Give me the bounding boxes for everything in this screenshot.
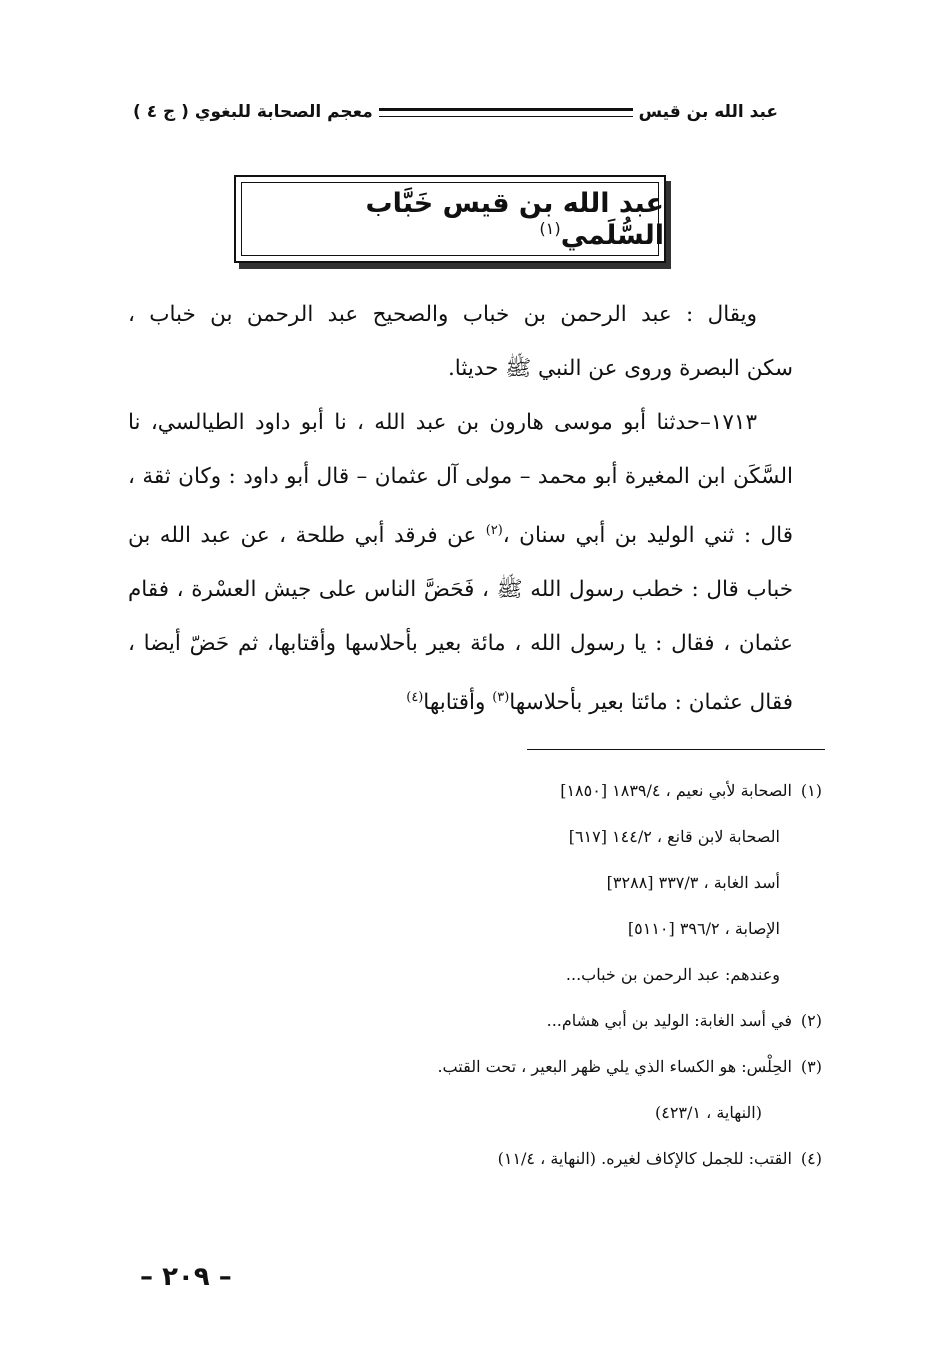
- paragraph-2: [128, 396, 793, 730]
- entry-title-box: [234, 175, 666, 263]
- page-number: – ٢٠٩ –: [140, 1262, 232, 1292]
- footnote-1-line-4: الإصابة ، ٣٩٦/٢ [٥١١٠]: [627, 919, 780, 938]
- running-header: [133, 96, 778, 128]
- running-header-rule: [379, 108, 633, 117]
- footnote-1-line-3: أسد الغابة ، ٣٣٧/٣ [٣٢٨٨]: [606, 873, 780, 892]
- footnote-4-text: القتب: للجمل كالإكاف لغيره. (النهاية ، ١١/٤): [497, 1149, 792, 1168]
- footnote-4-number: (٤): [800, 1149, 822, 1168]
- footnote-1-line-1: الصحابة لأبي نعيم ، ١٨٣٩/٤ [١٨٥٠]: [560, 781, 792, 800]
- paragraph-1-line-2: سكن البصرة وروى عن النبي ﷺ حديثا.: [447, 356, 793, 381]
- footnote-mark-3: (٣): [492, 690, 510, 706]
- paragraph-1-line-1: ويقال : عبد الرحمن بن خباب والصحيح عبد الرحمن بن خباب ،: [128, 302, 757, 327]
- footnote-4: [300, 1136, 822, 1182]
- entry-title-text: عبد الله بن قيس خَبَّاب السُّلَمي: [365, 187, 664, 251]
- body-text: [128, 288, 793, 730]
- paragraph-2-part-1: –حدثنا أبو موسى هارون بن عبد الله ، نا أبو داود الطيالسي، نا السَّكَن ابن المغيرة أبو محمد – مولى آل عثمان – قال أبو داود : وكان ثقة ، قال : ثني الوليد بن أبي سنان ،: [128, 410, 793, 549]
- footnote-mark-4: (٤): [406, 690, 424, 706]
- entry-title: [236, 188, 664, 251]
- footnote-3-text: الحِلْس: هو الكساء الذي يلي ظهر البعير ، تحت القتب.: [437, 1057, 792, 1076]
- footnote-1-line-2: الصحابة لابن قانع ، ١٤٤/٢ [٦١٧]: [568, 827, 780, 846]
- footnote-2-number: (٢): [800, 1011, 822, 1030]
- running-header-entry-name: عبد الله بن قيس: [638, 102, 778, 122]
- footnote-separator: [527, 749, 825, 750]
- running-header-book-title: معجم الصحابة للبغوي ( ج ٤ ): [133, 102, 373, 122]
- title-footnote-mark: (١): [539, 218, 561, 238]
- hadith-number: ١٧١٣: [710, 410, 757, 435]
- footnote-1-number: (١): [800, 781, 822, 800]
- footnote-2: [300, 998, 822, 1044]
- footnotes: [300, 768, 822, 1182]
- footnote-1: [300, 768, 822, 814]
- footnote-2-text: في أسد الغابة: الوليد بن أبي هشام...: [546, 1011, 792, 1030]
- footnote-1-line-5: وعندهم: عبد الرحمن بن خباب...: [565, 965, 780, 984]
- footnote-3: [300, 1044, 822, 1090]
- footnote-3-reference: (النهاية ، ٤٢٣/١): [654, 1103, 762, 1122]
- paragraph-2-part-2: عن فرقد أبي طلحة ، عن عبد الله بن خباب قال : خطب رسول الله ﷺ ، فَحَضَّ الناس على جيش العسْرة ، فقام عثمان ، فقال : يا رسول الله ، مائة بعير بأحلاسها وأقتابها، ثم حَضّ أيضا ، فقال عثمان : مائتا بعير بأحلاسها: [128, 523, 793, 716]
- footnote-mark-2: (٢): [485, 523, 503, 538]
- paragraph-2-part-3: وأقتابها: [423, 690, 493, 716]
- footnote-3-number: (٣): [800, 1057, 822, 1076]
